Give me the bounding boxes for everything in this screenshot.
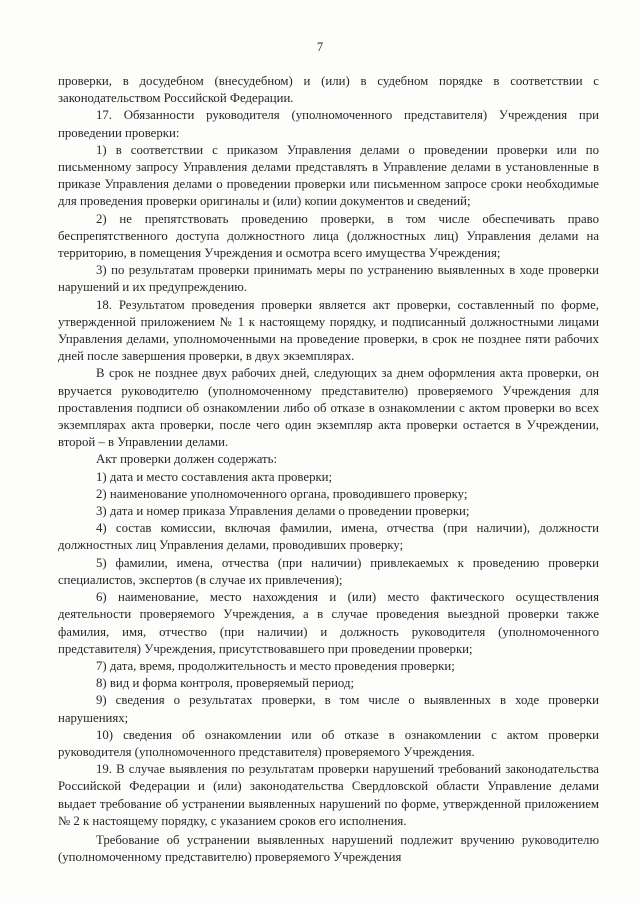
paragraph-17-item-2: 2) не препятствовать проведению проверки, в том числе обеспечивать право беспрепятственного доступа должностного лица (должностных лиц) Управления делами на территорию, в помещения Учреждения и осмотра всего имущества Учреждения; [58,211,599,261]
act-item-3: 3) дата и номер приказа Управления делами о проведении проверки; [96,504,470,519]
page-number: 7 [316,40,324,54]
paragraph-17-item-1: 1) в соответствии с приказом Управления делами о проведении проверки или по письменному запросу Управления делами представлять в Управление делами в установленные в приказе Управления делами о проведении проверки или письменном запросе сроки необходимые для проведения проверки оригиналы и (или) копии документов и сведений; [58,142,599,209]
act-item-8: 8) вид и форма контроля, проверяемый период; [96,676,355,691]
act-item-7: 7) дата, время, продолжительность и место проведения проверки; [96,658,455,673]
paragraph-19: 19. В случае выявления по результатам проверки нарушений требований законодательства Российской Федерации и (или) законодательства Свердловской области Управление делами выдает требование об устранении выявленных нарушений по форме, утвержденной приложением № 2 к настоящему порядку, с указанием сроков его исполнения. [58,762,599,828]
act-item-1: 1) дата и место составления акта проверки; [96,469,333,484]
act-item-4: 4) состав комиссии, включая фамилии, имена, отчества (при наличии), должности должностных лиц Управления делами, проводивших проверку; [58,521,599,553]
paragraph-17-item-3: 3) по результатам проверки принимать меры по устранению выявленных в ходе проверки нарушений и их предупреждению. [58,263,599,295]
paragraph-19-requirement: Требование об устранении выявленных нарушений подлежит вручению руководителю (уполномоченному представителю) проверяемого Учреждения [58,832,599,865]
act-item-10: 10) сведения об ознакомлении или об отказе в ознакомлении с актом проверки руководителя (уполномоченного представителя) проверяемого Учреждения. [58,727,599,759]
paragraph-continuation: проверки, в досудебном (внесудебном) и (или) в судебном порядке в соответствии с законодательством Российской Федерации. [58,74,599,106]
act-item-6: 6) наименование, место нахождения и (или) место фактического осуществления деятельности проверяемого Учреждения, а в случае проведения выездной проверки также фамилия, имя, отчество (при наличии) и должность руководителя (уполномоченного представителя) Учреждения, присутствовавшего при проведении проверки; [58,590,599,656]
document-body [58,73,599,866]
act-contents-heading: Акт проверки должен содержать: [96,452,278,467]
paragraph-18: 18. Результатом проведения проверки является акт проверки, составленный по форме, утвержденной приложением № 1 к настоящему порядку, и подписанный должностными лицами Управления делами, уполномоченными на проведение проверки, в срок не позднее пяти рабочих дней после завершения проверки, в двух экземплярах. [58,297,599,364]
act-item-5: 5) фамилии, имена, отчества (при наличии) привлекаемых к проведению проверки специалистов, экспертов (в случае их привлечения); [58,555,599,587]
paragraph-18-delivery: В срок не позднее двух рабочих дней, следующих за днем оформления акта проверки, он вручается руководителю (уполномоченному представителю) проверяемого Учреждения для проставления подписи об ознакомлении либо об отказе в ознакомлении с актом проверки во всех экземплярах акта проверки, после чего один экземпляр акта проверки остается в Учреждении, второй – в Управлении делами. [58,366,599,450]
act-item-9: 9) сведения о результатах проверки, в том числе о выявленных в ходе проверки нарушениях; [58,693,599,725]
paragraph-17: 17. Обязанности руководителя (уполномоченного представителя) Учреждения при проведении проверки: [58,108,599,140]
act-item-2: 2) наименование уполномоченного органа, проводившего проверку; [96,486,468,501]
